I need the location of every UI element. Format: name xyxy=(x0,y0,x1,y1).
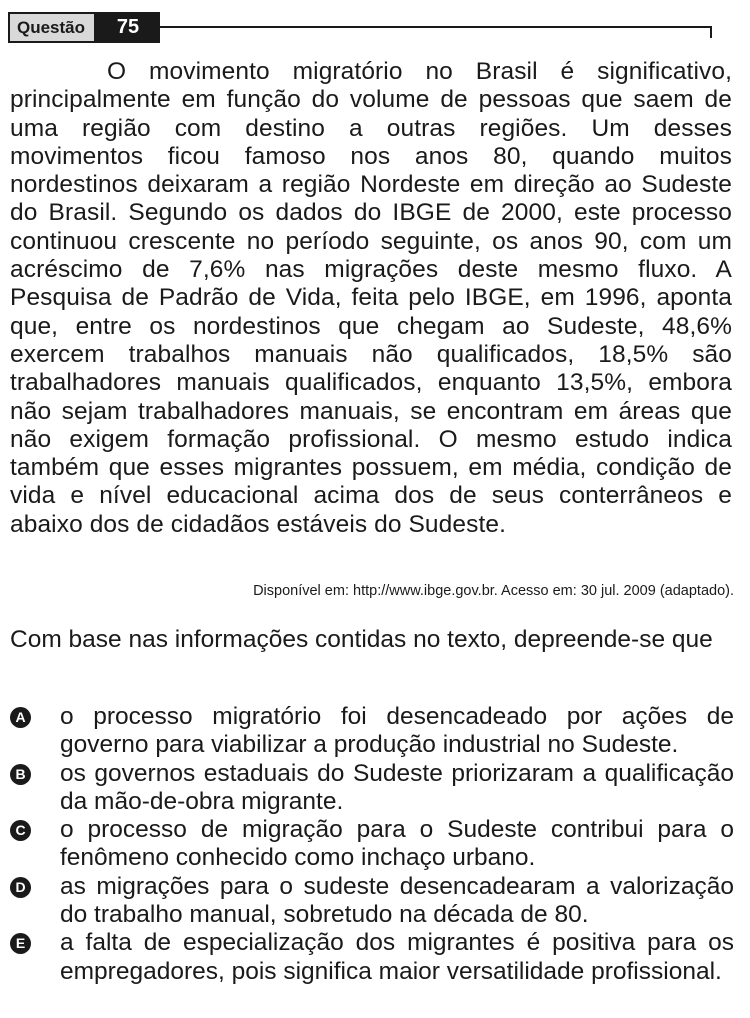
option-d[interactable] xyxy=(10,873,734,930)
option-a[interactable] xyxy=(10,703,734,760)
passage-source: Disponível em: http://www.ibge.gov.br. Acesso em: 30 jul. 2009 (adaptado). xyxy=(253,583,734,599)
question-prompt: Com base nas informações contidas no texto, depreende-se que xyxy=(10,626,713,653)
option-c[interactable] xyxy=(10,816,734,873)
header-rule xyxy=(160,26,712,28)
option-b-text: os governos estaduais do Sudeste priorizaram a qualificação da mão-de-obra migrante. xyxy=(60,759,734,815)
option-a-text: o processo migratório foi desencadeado por ações de governo para viabilizar a produção industrial no Sudeste. xyxy=(60,703,734,759)
option-e-letter-icon: E xyxy=(10,933,31,954)
option-c-text: o processo de migração para o Sudeste contribui para o fenômeno conhecido como inchaço urbano. xyxy=(60,816,734,872)
option-b[interactable] xyxy=(10,760,734,817)
header-rule-end xyxy=(710,26,712,38)
question-number: 75 xyxy=(96,12,160,43)
answer-options xyxy=(10,703,734,986)
option-b-letter-icon: B xyxy=(10,764,31,785)
option-d-text: as migrações para o sudeste desencadearam a valorização do trabalho manual, sobretudo na década de 80. xyxy=(60,872,734,929)
option-e[interactable] xyxy=(10,929,734,986)
option-e-text: a falta de especialização dos migrantes é positiva para os empregadores, pois significa maior versatilidade profissional. xyxy=(60,929,734,985)
option-c-letter-icon: C xyxy=(10,820,31,841)
option-a-letter-icon: A xyxy=(10,707,31,728)
option-d-letter-icon: D xyxy=(10,877,31,898)
question-label: Questão xyxy=(8,12,96,43)
passage-text: O movimento migratório no Brasil é significativo, principalmente em função do volume de pessoas que saem de uma região com destino a outras regiões. Um desses movimentos ficou famoso nos anos 80, quando muitos nordestinos deixaram a região Nordeste em direção ao Sudeste do Brasil. Segundo os dados do IBGE de 2000, este processo continuou crescente no período seguinte, os anos 90, com um acréscimo de 7,6% nas migrações deste mesmo fluxo. A Pesquisa de Padrão de Vida, feita pelo IBGE, em 1996, aponta que, entre os nordestinos que chegam ao Sudeste, 48,6% exercem trabalhos manuais não qualificados, 18,5% são trabalhadores manuais qualificados, enquanto 13,5%, embora não sejam trabalhadores manuais, se encontram em áreas que não exigem formação profissional. O mesmo estudo indica também que esses migrantes possuem, em média, condição de vida e nível educacional acima dos de seus conterrâneos e abaixo dos de cidadãos estáveis do Sudeste. xyxy=(10,58,732,538)
question-header xyxy=(8,12,712,44)
